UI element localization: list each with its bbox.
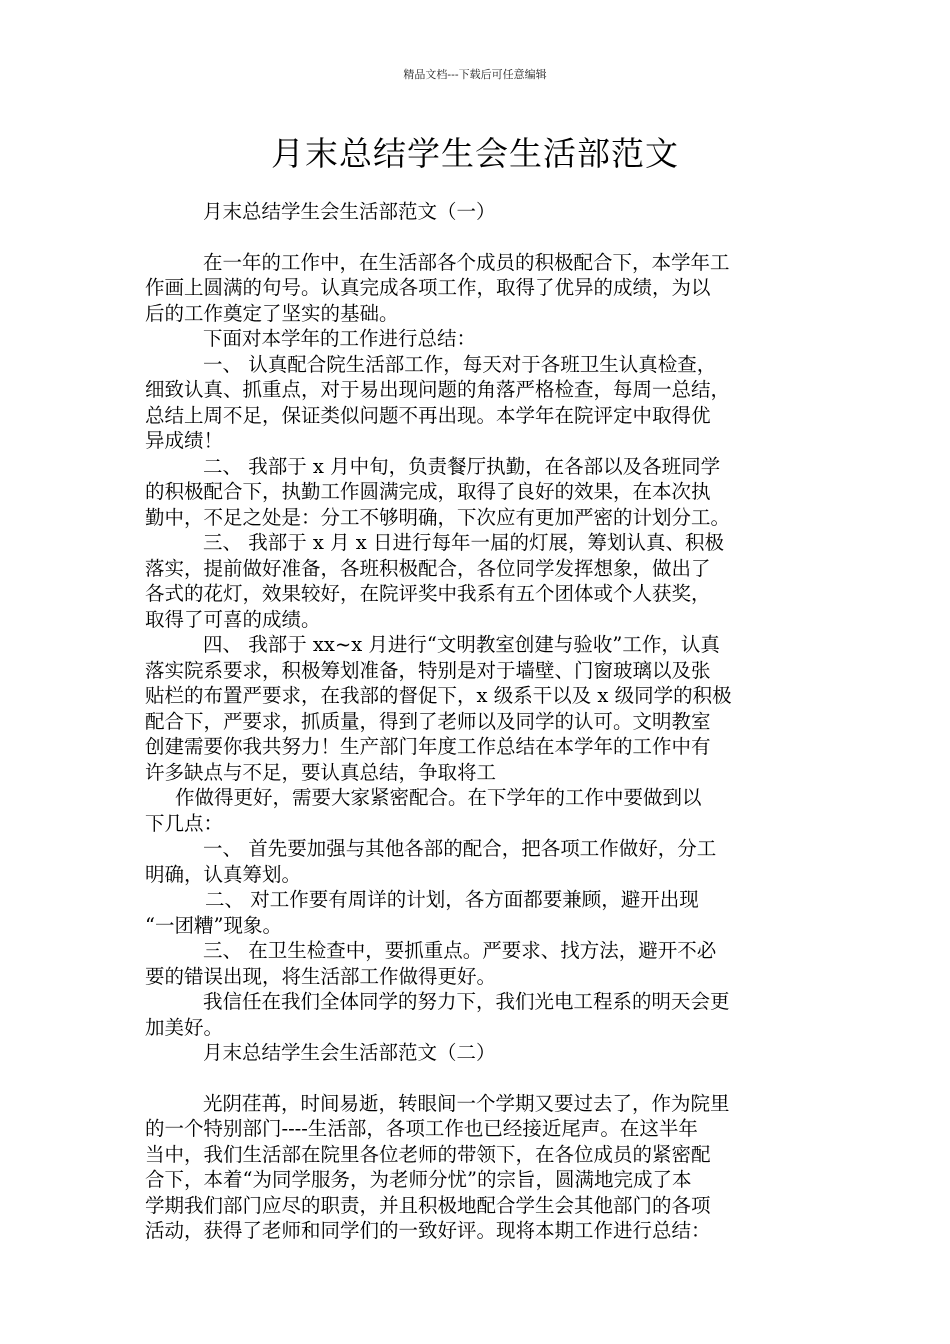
paragraph-line: 勤中，不足之处是：分工不够明确，下次应有更加严密的计划分工。	[145, 505, 731, 529]
paragraph-line: 加美好。	[145, 1015, 224, 1039]
paragraph-line: 我信任在我们全体同学的努力下，我们光电工程系的明天会更	[203, 990, 730, 1013]
paragraph-line: 贴栏的布置严要求，在我部的督促下，x 级系干以及 x 级同学的积极	[145, 684, 732, 707]
paragraph-line: 下面对本学年的工作进行总结：	[203, 327, 477, 350]
paragraph-line: 许多缺点与不足，要认真总结，争取将工	[145, 760, 497, 784]
paragraph-line: “一团糟”现象。	[145, 913, 282, 937]
paragraph-line: 后的工作奠定了坚实的基础。	[145, 301, 399, 325]
paragraph-line: 细致认真、抓重点，对于易出现问题的角落严格检查，每周一总结，	[145, 378, 731, 401]
paragraph-line: 光阴荏苒，时间易逝，转眼间一个学期又要过去了，作为院里	[203, 1091, 730, 1115]
paragraph-line: 作做得更好，需要大家紧密配合。在下学年的工作中要做到以	[175, 786, 702, 809]
paragraph-line: 学期我们部门应尽的职责，并且积极地配合学生会其他部门的各项	[145, 1193, 711, 1217]
paragraph-line: 取得了可喜的成绩。	[145, 607, 321, 631]
paragraph-line: 的积极配合下，执勤工作圆满完成，取得了良好的效果，在本次执	[145, 480, 711, 503]
paragraph-line: 作画上圆满的句号。认真完成各项工作，取得了优异的成绩，为以	[145, 276, 711, 299]
section-heading: 月末总结学生会生活部范文（二）	[203, 1041, 496, 1064]
paragraph-line: 四、 我部于 xx~x 月进行“文明教室创建与验收”工作，认真	[203, 633, 720, 656]
header-note: 精品文档---下载后可任意编辑	[403, 68, 547, 81]
paragraph-line: 异成绩！	[145, 429, 224, 452]
paragraph-line: 二、 我部于 x 月中旬，负责餐厅执勤，在各部以及各班同学	[203, 454, 721, 478]
paragraph-line: 创建需要你我共努力！生产部门年度工作总结在本学年的工作中有	[145, 735, 711, 758]
paragraph-line: 下几点：	[145, 811, 224, 835]
section-heading: 月末总结学生会生活部范文（一）	[203, 200, 496, 223]
paragraph-line: 活动，获得了老师和同学们的一致好评。现将本期工作进行总结：	[145, 1219, 711, 1242]
paragraph-line: 各式的花灯，效果较好，在院评奖中我系有五个团体或个人获奖，	[145, 582, 711, 605]
paragraph-line: 在一年的工作中，在生活部各个成员的积极配合下，本学年工	[203, 250, 730, 274]
paragraph-line: 总结上周不足，保证类似问题不再出现。本学年在院评定中取得优	[145, 403, 711, 427]
paragraph-line: 三、 我部于 x 月 x 日进行每年一届的灯展，筹划认真、积极	[203, 531, 724, 554]
paragraph-line: 一、 认真配合院生活部工作，每天对于各班卫生认真检查，	[203, 352, 717, 376]
paragraph-line: 落实，提前做好准备，各班积极配合，各位同学发挥想象，做出了	[145, 556, 711, 580]
paragraph-line: 一、 首先要加强与其他各部的配合，把各项工作做好，分工	[203, 837, 717, 860]
page-title: 月末总结学生会生活部范文	[271, 134, 679, 173]
paragraph-line: 三、 在卫生检查中，要抓重点。严要求、找方法，避开不必	[203, 939, 717, 962]
paragraph-line: 明确，认真筹划。	[145, 862, 302, 886]
paragraph-line: 落实院系要求，积极筹划准备，特别是对于墙壁、门窗玻璃以及张	[145, 658, 711, 682]
paragraph-line: 配合下，严要求，抓质量，得到了老师以及同学的认可。文明教室	[145, 709, 711, 733]
section-one	[145, 199, 807, 1244]
paragraph-line: 合下，本着“为同学服务，为老师分忧”的宗旨，圆满地完成了本	[145, 1168, 692, 1191]
paragraph-line: 的一个特别部门----生活部，各项工作也已经接近尾声。在这半年	[145, 1117, 698, 1140]
paragraph-line: 二、 对工作要有周详的计划，各方面都要兼顾，避开出现	[205, 888, 699, 911]
paragraph-line: 要的错误出现，将生活部工作做得更好。	[145, 964, 497, 988]
paragraph-line: 当中，我们生活部在院里各位老师的带领下，在各位成员的紧密配	[145, 1142, 711, 1166]
